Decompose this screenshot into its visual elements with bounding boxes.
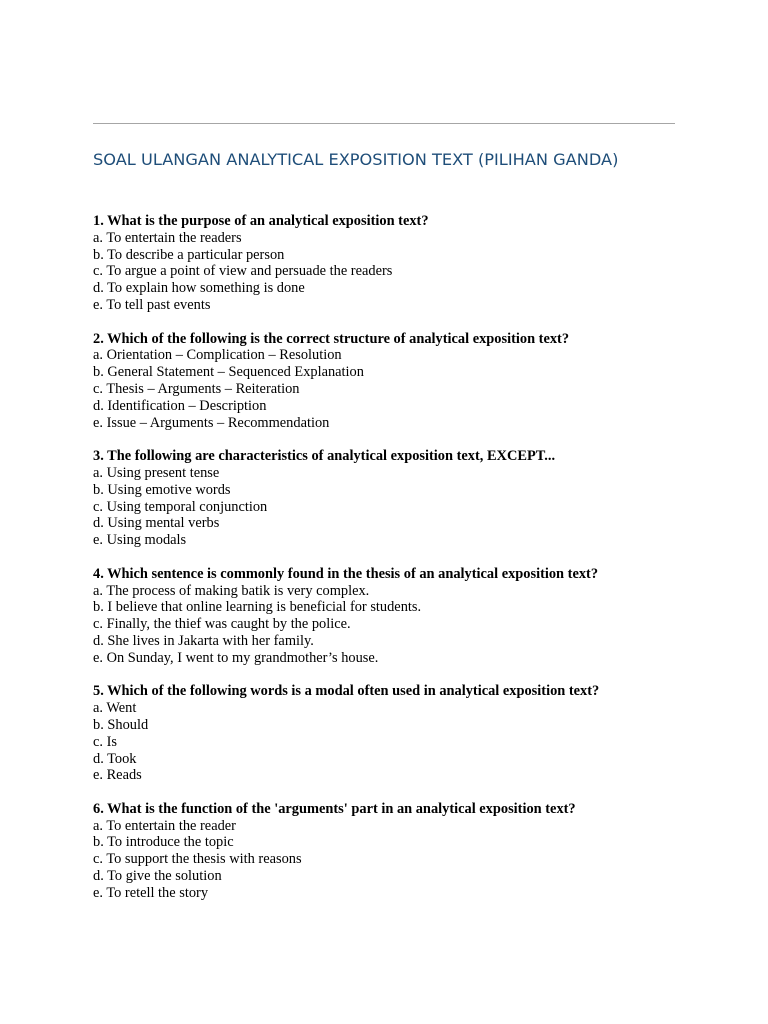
option-e: e. Using modals [93,532,187,549]
option-e: e. To retell the story [93,884,209,901]
option-a: a. To entertain the readers [93,229,242,246]
option-d: d. Took [93,750,137,767]
option-b: b. Should [93,716,149,733]
option-d: d. Using mental verbs [93,515,220,532]
option-b: b. I believe that online learning is beneficial for students. [93,599,422,616]
option-e: e. On Sunday, I went to my grandmother’s house. [93,649,379,666]
question-text: 3. The following are characteristics of analytical exposition text, EXCEPT... [93,448,556,465]
option-c: c. Using temporal conjunction [93,498,268,515]
question-text: 6. What is the function of the 'arguments' part in an analytical exposition text? [93,800,576,817]
option-a: a. Went [93,700,137,717]
option-list [93,230,693,314]
option-d: d. She lives in Jakarta with her family. [93,632,314,649]
question-1 [93,213,693,314]
option-list [93,818,693,902]
option-e: e. Issue – Arguments – Recommendation [93,414,330,431]
option-list [93,700,693,784]
option-b: b. To describe a particular person [93,246,285,263]
question-text: 1. What is the purpose of an analytical exposition text? [93,213,429,229]
option-list [93,347,693,431]
question-5 [93,683,693,784]
option-c: c. Thesis – Arguments – Reiteration [93,380,300,397]
option-d: d. To explain how something is done [93,280,305,297]
option-b: b. Using emotive words [93,481,231,498]
question-3 [93,448,693,549]
option-a: a. Orientation – Complication – Resolution [93,347,342,364]
option-b: b. To introduce the topic [93,834,234,851]
question-2 [93,331,693,432]
option-list [93,465,693,549]
option-d: d. Identification – Description [93,397,267,414]
option-c: c. Is [93,733,117,750]
question-6 [93,801,693,902]
option-e: e. Reads [93,767,142,784]
question-4 [93,566,693,667]
page-title: SOAL ULANGAN ANALYTICAL EXPOSITION TEXT (PILIHAN GANDA) [93,150,619,169]
question-list [93,213,693,918]
option-list [93,583,693,667]
option-a: a. The process of making batik is very complex. [93,582,370,599]
question-text: 4. Which sentence is commonly found in the thesis of an analytical exposition text? [93,565,599,582]
question-text: 5. Which of the following words is a modal often used in analytical exposition text? [93,683,600,700]
option-e: e. To tell past events [93,296,211,313]
option-a: a. To entertain the reader [93,817,236,834]
option-a: a. Using present tense [93,464,220,481]
option-b: b. General Statement – Sequenced Explanation [93,364,364,381]
option-c: c. To support the thesis with reasons [93,851,302,868]
question-text: 2. Which of the following is the correct structure of analytical exposition text? [93,330,570,347]
option-c: c. Finally, the thief was caught by the police. [93,616,351,633]
header-divider [93,123,675,124]
option-c: c. To argue a point of view and persuade the readers [93,263,393,280]
option-d: d. To give the solution [93,868,222,885]
